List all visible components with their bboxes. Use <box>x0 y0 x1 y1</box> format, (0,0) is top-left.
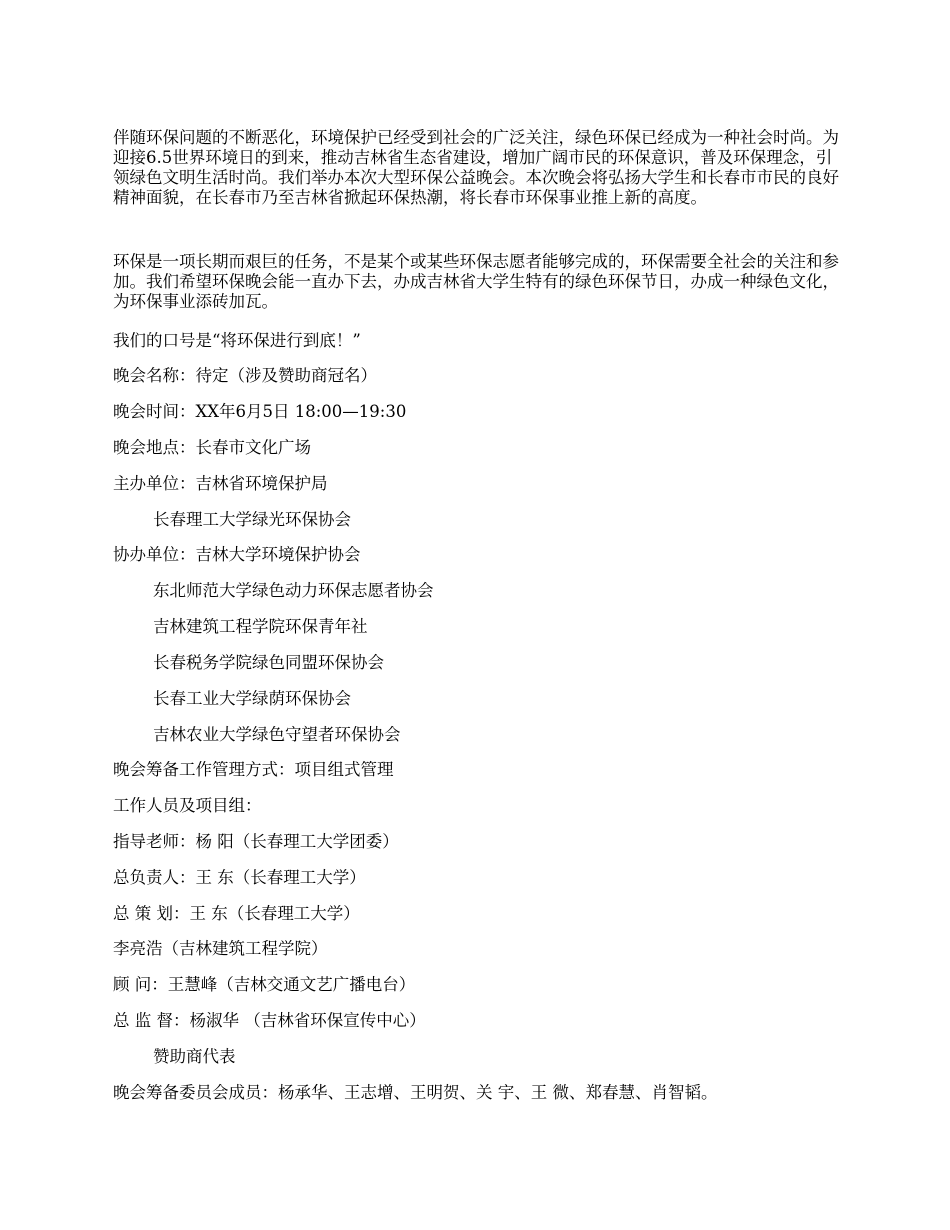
intro-paragraph: 伴随环保问题的不断恶化，环境保护已经受到社会的广泛关注，绿色环保已经成为一种社会时尚。为迎接6.5世界环境日的到来，推动吉林省生态省建设，增加广阔市民的环保意识，普及环保理念，引领绿色文明生活时尚。我们举办本次大型环保公益晚会。本次晚会将弘扬大学生和长春市市民的良好精神面貌，在长春市乃至吉林省掀起环保热潮，将长春市环保事业推上新的高度。 <box>113 128 839 207</box>
supervisor-line: 总 监 督：杨淑华 （吉林省环保宣传中心） <box>113 1011 426 1030</box>
planner-line-2: 李亮浩（吉林建筑工程学院） <box>113 939 328 958</box>
chief-line: 总负责人：王 东（长春理工大学） <box>113 868 366 887</box>
planner-line: 总 策 划：王 东（长春理工大学） <box>113 904 360 923</box>
co-host-item: 东北师范大学绿色动力环保志愿者协会 <box>153 581 434 600</box>
event-time-line: 晚会时间：XX年6月5日 18:00—19:30 <box>113 402 407 421</box>
sponsor-line: 赞助商代表 <box>153 1047 236 1066</box>
mission-paragraph: 环保是一项长期而艰巨的任务，不是某个或某些环保志愿者能够完成的，环保需要全社会的关注和参加。我们希望环保晚会能一直办下去，办成吉林省大学生特有的绿色环保节日，办成一种绿色文化，为环保事业添砖加瓦。 <box>113 252 839 311</box>
advisor-line: 指导老师：杨 阳（长春理工大学团委） <box>113 832 399 851</box>
event-place-line: 晚会地点：长春市文化广场 <box>113 438 311 457</box>
host-line-2: 长春理工大学绿光环保协会 <box>153 510 351 529</box>
committee-line: 晚会筹备委员会成员：杨承华、王志增、王明贺、关 宇、王 微、郑春慧、肖智韬。 <box>113 1083 718 1102</box>
staff-heading: 工作人员及项目组： <box>113 796 262 815</box>
management-line: 晚会筹备工作管理方式：项目组式管理 <box>113 760 394 779</box>
co-host-line: 协办单位：吉林大学环境保护协会 <box>113 545 361 564</box>
slogan-line: 我们的口号是“将环保进行到底！” <box>113 331 361 350</box>
host-line: 主办单位：吉林省环境保护局 <box>113 474 328 493</box>
co-host-item: 长春税务学院绿色同盟环保协会 <box>153 653 384 672</box>
consultant-line: 顾 问：王慧峰（吉林交通文艺广播电台） <box>113 975 416 994</box>
co-host-item: 吉林建筑工程学院环保青年社 <box>153 617 368 636</box>
event-name-line: 晚会名称：待定（涉及赞助商冠名） <box>113 366 377 385</box>
co-host-item: 长春工业大学绿荫环保协会 <box>153 689 351 708</box>
co-host-item: 吉林农业大学绿色守望者环保协会 <box>153 725 401 744</box>
